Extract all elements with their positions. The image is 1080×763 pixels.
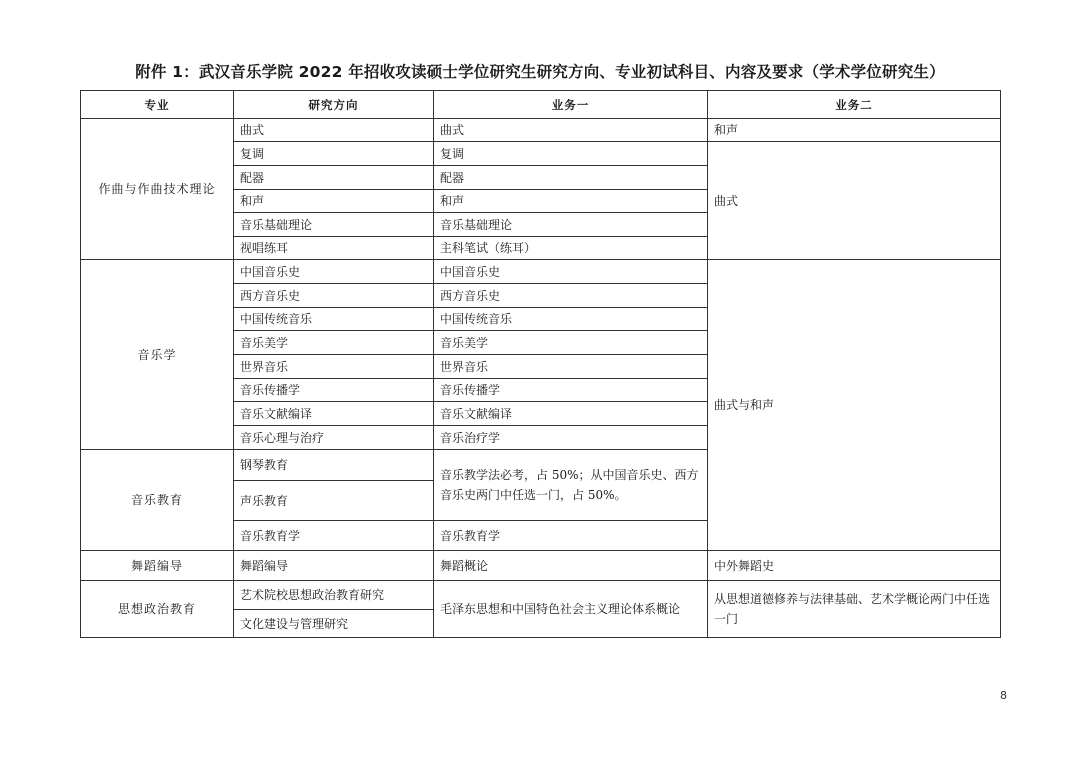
- direction-cell: 音乐文献编译: [234, 402, 434, 426]
- major-cell: 作曲与作曲技术理论: [81, 119, 234, 260]
- subject1-cell: 主科笔试（练耳）: [434, 237, 708, 260]
- major-cell: 音乐教育: [81, 450, 234, 551]
- subject2-cell: 曲式与和声: [708, 260, 1001, 551]
- header-subject-2: 业务二: [708, 91, 1001, 119]
- subjects-table: [80, 90, 1001, 638]
- subject1-cell: 音乐治疗学: [434, 426, 708, 450]
- subject1-cell: 世界音乐: [434, 355, 708, 379]
- major-cell: 思想政治教育: [81, 581, 234, 638]
- direction-cell: 钢琴教育: [234, 450, 434, 481]
- subject2-cell: 和声: [708, 119, 1001, 142]
- subject1-cell: 复调: [434, 142, 708, 166]
- direction-cell: 音乐教育学: [234, 521, 434, 551]
- direction-cell: 中国传统音乐: [234, 308, 434, 331]
- direction-cell: 舞蹈编导: [234, 551, 434, 581]
- direction-cell: 音乐美学: [234, 331, 434, 355]
- direction-cell: 曲式: [234, 119, 434, 142]
- direction-cell: 音乐心理与治疗: [234, 426, 434, 450]
- major-cell: 音乐学: [81, 260, 234, 450]
- subject2-cell: 从思想道德修养与法律基础、艺术学概论两门中任选一门: [708, 581, 1001, 638]
- subject1-cell: 毛泽东思想和中国特色社会主义理论体系概论: [434, 581, 708, 638]
- subject1-cell: 曲式: [434, 119, 708, 142]
- subject2-cell: 中外舞蹈史: [708, 551, 1001, 581]
- subject1-cell: 配器: [434, 166, 708, 190]
- table-row: [81, 551, 1001, 581]
- direction-cell: 复调: [234, 142, 434, 166]
- direction-cell: 和声: [234, 190, 434, 213]
- direction-cell: 声乐教育: [234, 481, 434, 521]
- direction-cell: 音乐传播学: [234, 379, 434, 402]
- table-row: [81, 119, 1001, 142]
- subject1-cell: 舞蹈概论: [434, 551, 708, 581]
- table-header-row: [81, 91, 1001, 119]
- direction-cell: 配器: [234, 166, 434, 190]
- subject1-cell: 西方音乐史: [434, 284, 708, 308]
- direction-cell: 视唱练耳: [234, 237, 434, 260]
- direction-cell: 文化建设与管理研究: [234, 610, 434, 638]
- subject1-cell: 音乐美学: [434, 331, 708, 355]
- page-number: 8: [1000, 689, 1007, 702]
- page-title: 附件 1：武汉音乐学院 2022 年招收攻读硕士学位研究生研究方向、专业初试科目、内容及要求（学术学位研究生）: [135, 63, 945, 81]
- subject1-cell: 和声: [434, 190, 708, 213]
- header-subject-1: 业务一: [434, 91, 708, 119]
- subject1-cell: 音乐基础理论: [434, 213, 708, 237]
- direction-cell: 西方音乐史: [234, 284, 434, 308]
- direction-cell: 音乐基础理论: [234, 213, 434, 237]
- subject1-cell: 音乐传播学: [434, 379, 708, 402]
- direction-cell: 艺术院校思想政治教育研究: [234, 581, 434, 610]
- subject2-cell: 曲式: [708, 142, 1001, 260]
- direction-cell: 中国音乐史: [234, 260, 434, 284]
- header-direction: 研究方向: [234, 91, 434, 119]
- direction-cell: 世界音乐: [234, 355, 434, 379]
- header-major: 专业: [81, 91, 234, 119]
- subject1-cell: 音乐文献编译: [434, 402, 708, 426]
- subject1-cell: 音乐教育学: [434, 521, 708, 551]
- subject1-cell: 中国音乐史: [434, 260, 708, 284]
- table-row: [81, 260, 1001, 284]
- subject1-cell: 中国传统音乐: [434, 308, 708, 331]
- table-row: [81, 581, 1001, 610]
- major-cell: 舞蹈编导: [81, 551, 234, 581]
- subject1-cell: 音乐教学法必考，占 50%；从中国音乐史、西方音乐史两门中任选一门，占 50%。: [434, 450, 708, 521]
